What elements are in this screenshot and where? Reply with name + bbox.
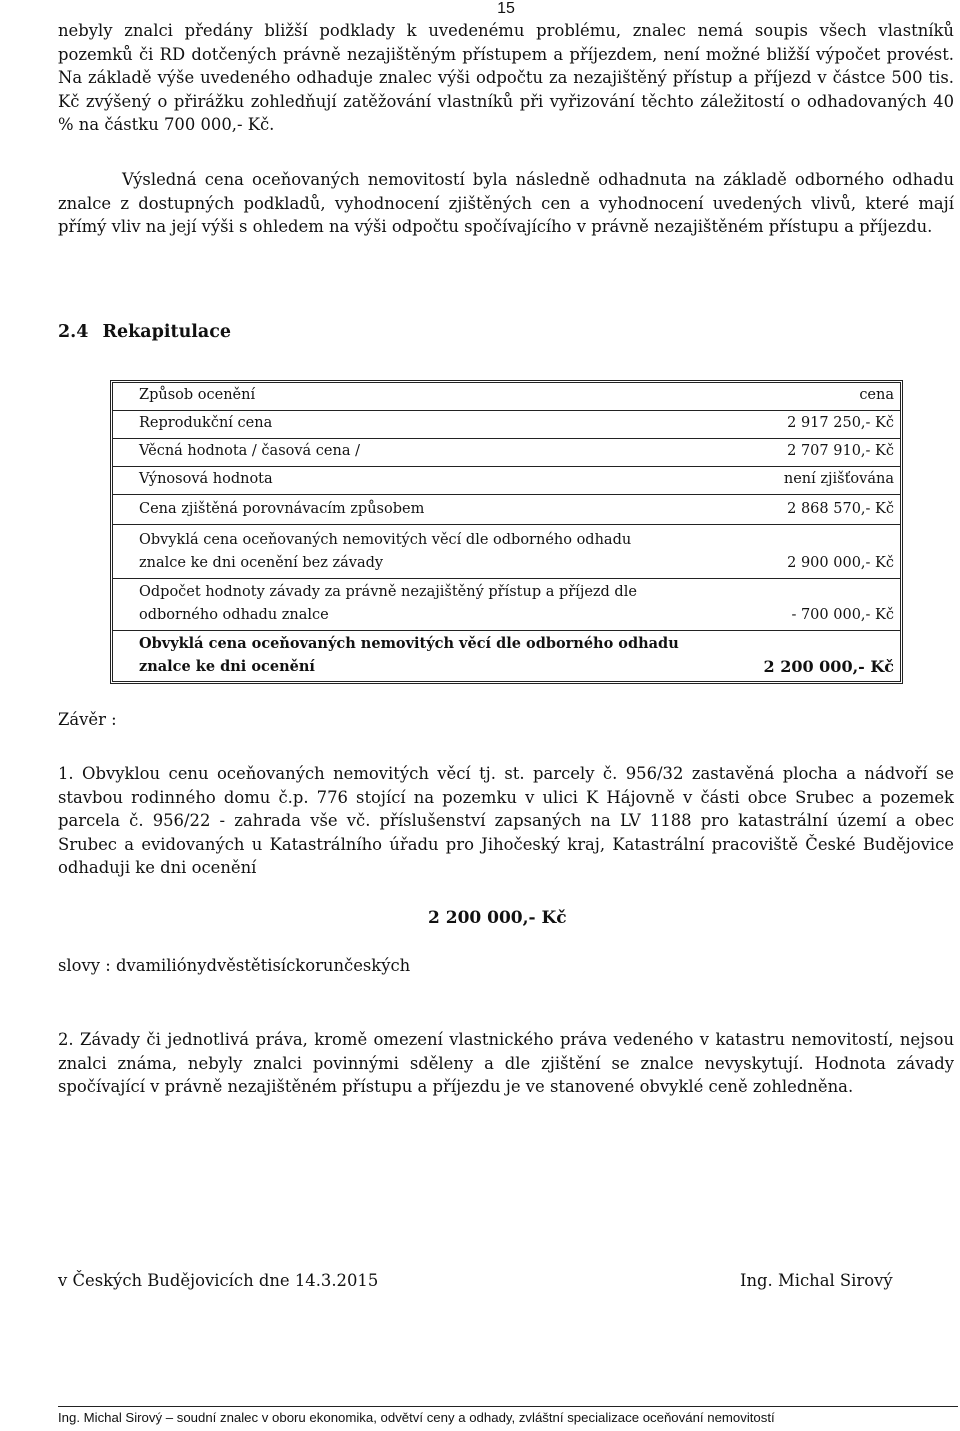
recap-value: cena — [859, 387, 894, 403]
page-footer: Ing. Michal Sirový – soudní znalec v oboru ekonomika, odvětví ceny a odhady, zvláštní specializace oceňování nemovitostí — [58, 1410, 775, 1425]
table-row — [113, 439, 900, 467]
section-title: Rekapitulace — [102, 322, 232, 342]
table-row — [113, 467, 900, 495]
recap-label: Odpočet hodnoty závady za právně nezajištěný přístup a příjezd dle odborného odhadu znalce — [139, 584, 637, 623]
footer-divider — [58, 1406, 958, 1407]
table-row — [113, 525, 900, 579]
intro-paragraph-2: Výsledná cena oceňovaných nemovitostí byla následně odhadnuta na základě odborného odhadu znalce z dostupných podkladů, vyhodnocení zjištěných cen a vyhodnocení uvedených vlivů, které mají přímý vliv na její výši s ohledem na výši odpočtu spočívajícího v právně nezajištěném přístupu a příjezdu. — [58, 170, 954, 236]
recap-label: Obvyklá cena oceňovaných nemovitých věcí dle odborného odhadu znalce ke dni ocenění bez závady — [139, 532, 632, 571]
recap-value: 2 917 250,- Kč — [787, 415, 894, 431]
recap-label: Výnosová hodnota — [139, 471, 273, 487]
conclusion-heading: Závěr : — [58, 710, 117, 729]
place-date: v Českých Budějovicích dne 14.3.2015 — [58, 1271, 379, 1290]
recap-value: 2 868 570,- Kč — [787, 501, 894, 517]
section-heading — [58, 322, 231, 342]
recap-value: - 700 000,- Kč — [791, 607, 894, 623]
amount-in-words: slovy : dvamiliónydvěstětisíckorunčeských — [58, 956, 411, 975]
recap-label: Věcná hodnota / časová cena / — [139, 443, 360, 459]
table-row — [113, 579, 900, 631]
table-row — [113, 411, 900, 439]
recap-value: není zjišťována — [783, 471, 894, 487]
recap-label: Způsob ocenění — [139, 387, 256, 403]
recap-label: Cena zjištěná porovnávacím způsobem — [139, 501, 425, 517]
table-row — [113, 495, 900, 525]
recap-value: 2 707 910,- Kč — [787, 443, 894, 459]
recap-value: 2 200 000,- Kč — [763, 657, 894, 676]
table-row — [113, 383, 900, 411]
table-row-total — [113, 631, 900, 681]
recap-table — [110, 380, 903, 684]
final-amount: 2 200 000,- Kč — [428, 908, 567, 928]
recap-label: Reprodukční cena — [139, 415, 273, 431]
signature-name: Ing. Michal Sirový — [740, 1271, 893, 1290]
intro-paragraph-1: nebyly znalci předány bližší podklady k uvedenému problému, znalec nemá soupis všech vlastníků pozemků či RD dotčených právně nezajištěným přístupem a příjezdem, není možné bližší výpočet provést. Na základě výše uvedeného odhaduje znalec výši odpočtu za nezajištěný přístup a příjezd v částce 500 tis. Kč zvýšený o přirážku zohledňují zatěžování vlastníků při vyřizování těchto záležitostí o odhadovaných 40 % na částku 700 000,- Kč. — [58, 21, 954, 134]
recap-label: Obvyklá cena oceňovaných nemovitých věcí dle odborného odhadu znalce ke dni ocenění — [139, 635, 679, 675]
recap-value: 2 900 000,- Kč — [787, 555, 894, 571]
conclusion-item-1: 1. Obvyklou cenu oceňovaných nemovitých věcí tj. st. parcely č. 956/32 zastavěná plocha a nádvoří se stavbou rodinného domu č.p. 776 stojící na pozemku v ulici K Hájovně v části obce Srubec a pozemek parcela č. 956/22 - zahrada vše vč. příslušenství zapsaných na LV 1188 pro katastrální území a obec Srubec a evidovaných u Katastrálního úřadu pro Jihočeský kraj, Katastrální pracoviště České Budějovice odhaduji ke dni ocenění — [58, 764, 954, 877]
section-number: 2.4 — [58, 322, 89, 342]
conclusion-item-2: 2. Závady či jednotlivá práva, kromě omezení vlastnického práva vedeného v katastru nemovitostí, nejsou znalci známa, nebyly znalci povinnými sděleny a dle zjištění se znalce nevyskytují. Hodnota závady spočívající v právně nezajištěném přístupu a příjezdu je ve stanovené obvyklé ceně zohledněna. — [58, 1030, 954, 1096]
page-number: 15 — [497, 0, 515, 17]
